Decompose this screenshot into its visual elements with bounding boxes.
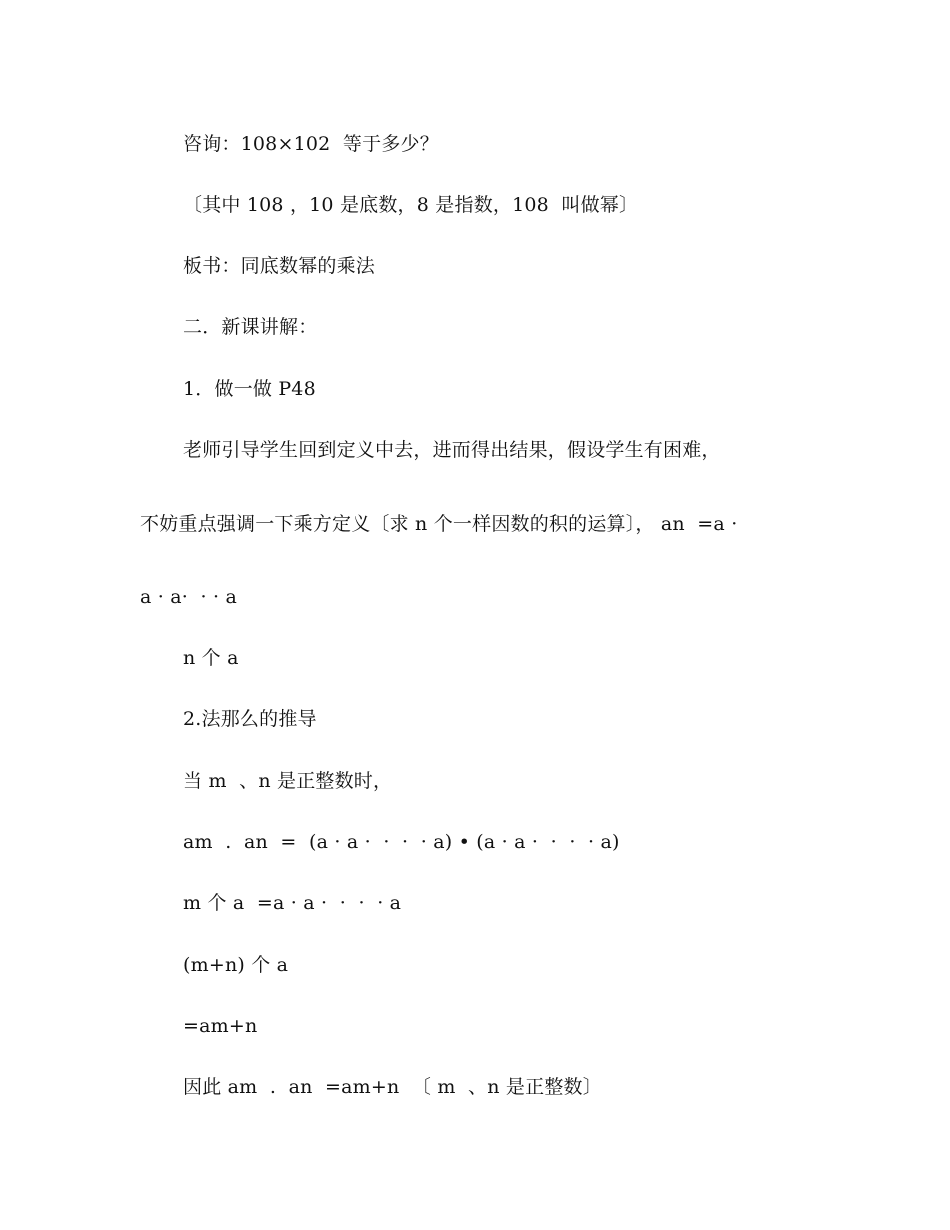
formula-line: am . an = (a · a · · · · a) • (a · a · · · · a) [183, 831, 620, 853]
board-title: 板书：同底数幂的乘法 [183, 255, 376, 277]
formula-line: n 个 a [183, 647, 239, 669]
question-line: 咨询：108×102 等于多少？ [183, 133, 439, 155]
paragraph-line: 不妨重点强调一下乘方定义〔求 n 个一样因数的积的运算〕， an =a · [140, 513, 738, 535]
note-base-exponent: 〔其中 108 ，10 是底数，8 是指数，108 叫做幂〕 [183, 194, 639, 216]
paragraph-line: 老师引导学生回到定义中去，进而得出结果，假设学生有困难， [183, 439, 721, 461]
paragraph-line: a · a· · · a [140, 586, 237, 608]
formula-line: m 个 a =a · a · · · · a [183, 892, 402, 914]
formula-line: =am+n [183, 1015, 258, 1037]
subsection-heading: 2.法那么的推导 [183, 708, 317, 730]
paragraph-line: 当 m 、n 是正整数时， [183, 770, 393, 792]
section-heading: 二．新课讲解： [183, 316, 318, 338]
subsection-heading: 1．做一做 P48 [183, 378, 316, 400]
conclusion-line: 因此 am . an =am+n 〔 m 、n 是正整数〕 [183, 1076, 602, 1098]
formula-line: (m+n) 个 a [183, 954, 289, 976]
